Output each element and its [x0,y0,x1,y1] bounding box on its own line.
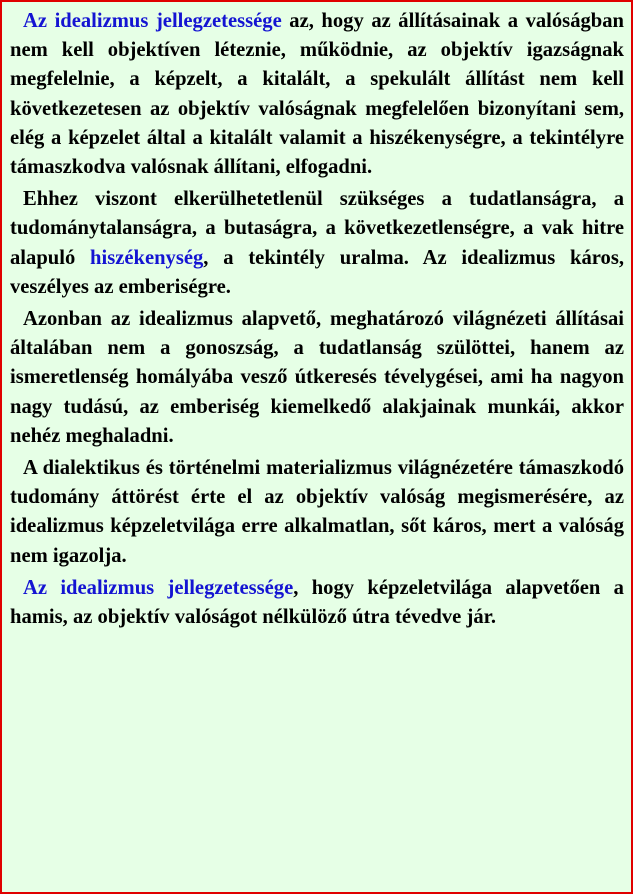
paragraph-1 [10,7,624,182]
paragraph-3 [10,305,624,451]
highlighted-term: Az idealizmus jellegzetessége [23,10,282,32]
paragraph-text: , a tekintély uralma. Az idealizmus káros, veszélyes az emberiségre. [10,246,624,298]
paragraph-text: A dialektikus és történelmi materializmus világnézetére támaszkodó tudomány áttörést érte el az objektív valóság megismerésére, az idealizmus képzeletvilága erre alkalmatlan, sőt káros, mert a valóság nem igazolja. [10,457,624,567]
paragraph-text: az, hogy az állításainak a valóságban nem kell objektíven léteznie, működnie, az objektív igazságnak megfelelnie, a képzelt, a kitalált, a spekulált állítást nem kell következetesen az objektív valóságnak megfelelően bizonyítani sem, elég a képzelet által a kitalált valamit a hiszékenységre, a tekintélyre támaszkodva valósnak állítani, elfogadni. [10,10,624,179]
paragraph-4 [10,454,624,571]
paragraph-2 [10,185,624,302]
paragraph-text: Azonban az idealizmus alapvető, meghatározó világnézeti állításai általában nem a gonoszság, a tudatlanság szülöttei, hanem az ismeretlenség homályába vesző útkeresés tévelygései, ami ha nagyon nagy tudású, az emberiség kiemelkedő alakjainak munkái, akkor nehéz meghaladni. [10,308,624,447]
paragraph-text: Ehhez viszont elkerülhetetlenül szükséges a tudatlanságra, a tudománytalanságra, a butaságra, a következetlenségre, a vak hitre alapuló [10,188,624,269]
paragraph-5 [10,574,624,632]
paragraph-text: , hogy képzeletvilága alapvetően a hamis, az objektív valóságot nélkülöző útra tévedve jár. [10,576,624,629]
highlighted-term: hiszékenység [90,246,204,269]
highlighted-term: Az idealizmus jellegzetessége [23,576,294,599]
